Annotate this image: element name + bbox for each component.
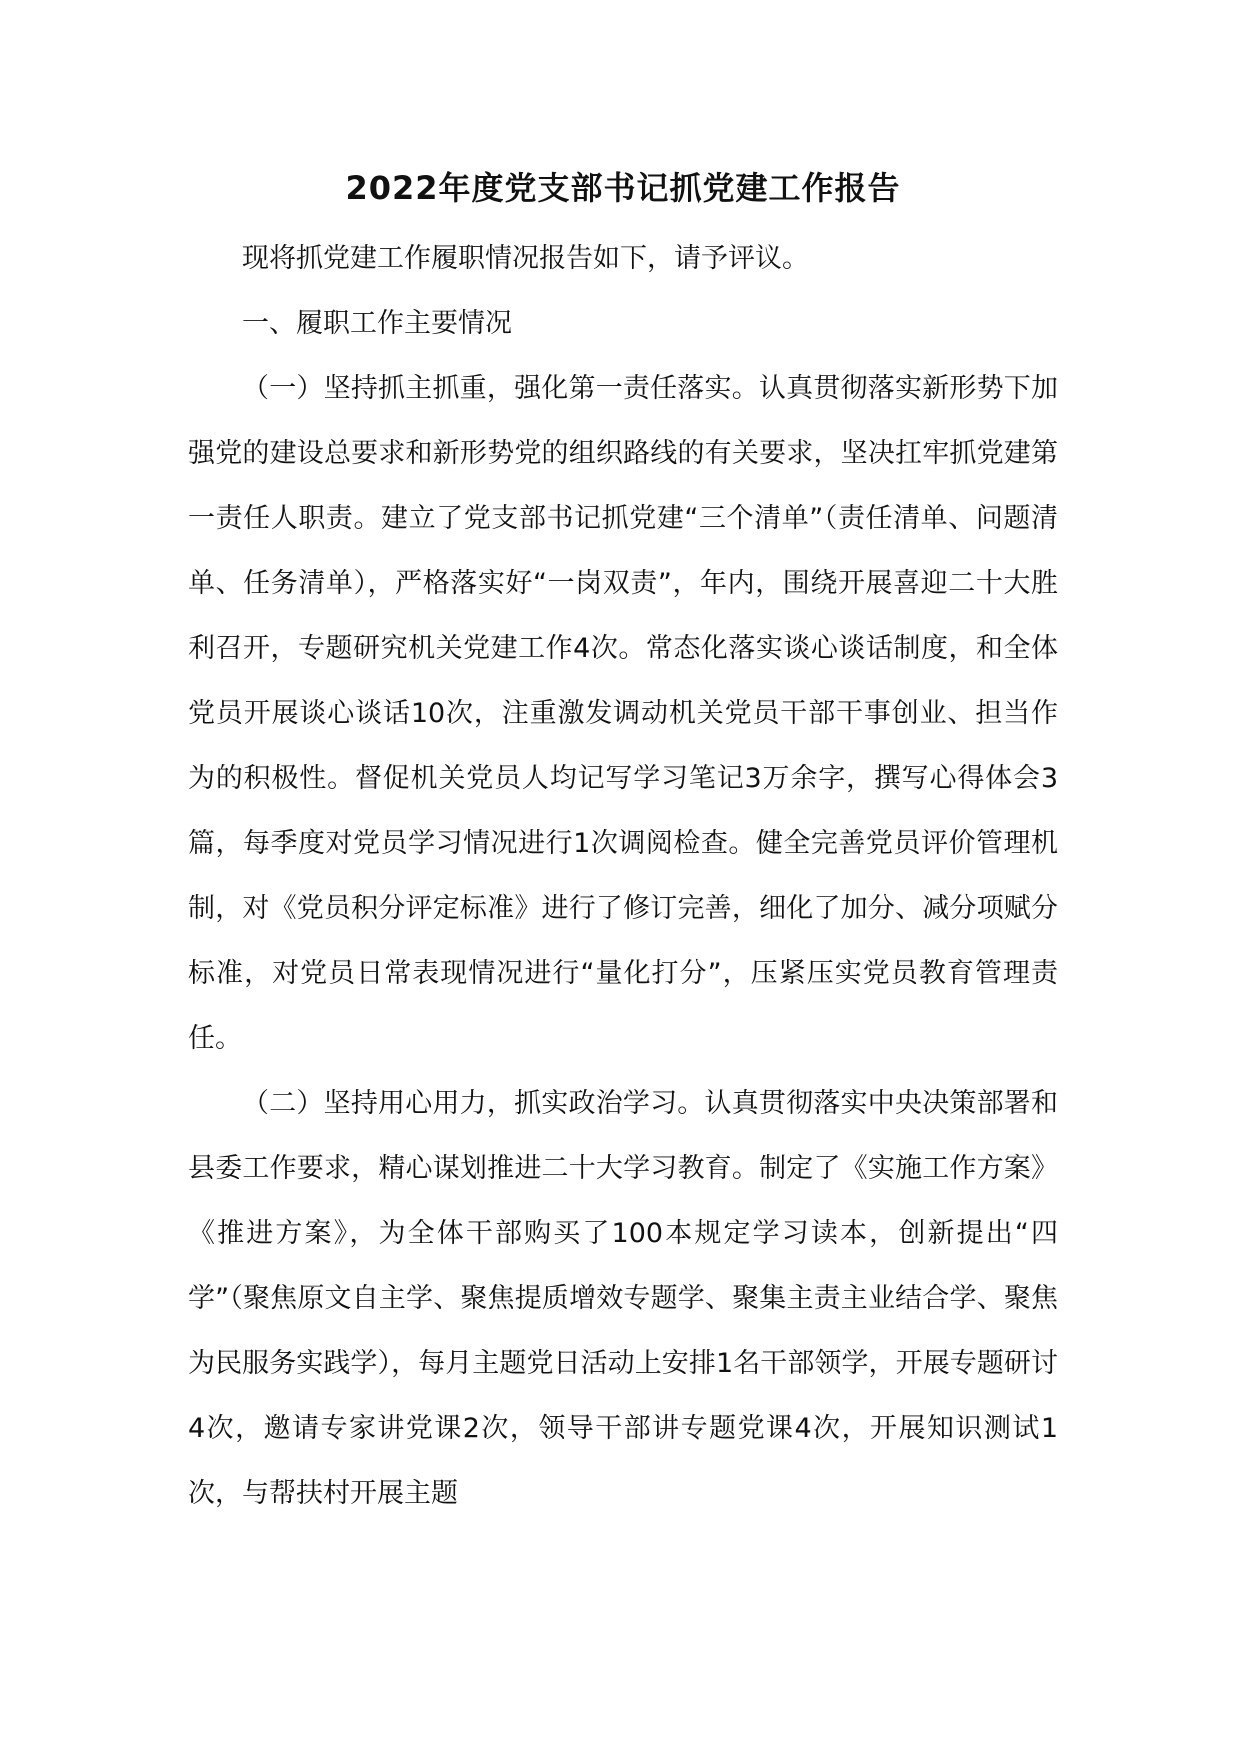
document-page [188, 168, 1058, 1526]
document-title: 2022年度党支部书记抓党建工作报告 [345, 169, 901, 207]
paragraph-item-2: （二）坚持用心用力，抓实政治学习。认真贯彻落实中央决策部署和县委工作要求，精心谋划推进二十大学习教育。制定了《实施工作方案》《推进方案》，为全体干部购买了100本规定学习读本，创新提出“四学”（聚焦原文自主学、聚焦提质增效专题学、聚集主责主业结合学、聚焦为民服务实践学），每月主题党日活动上安排1名干部领学，开展专题研讨4次，邀请专家讲党课2次，领导干部讲专题党课4次，开展知识测试1次，与帮扶村开展主题 [188, 1088, 1058, 1509]
section-heading-1: 一、履职工作主要情况 [242, 308, 512, 339]
paragraph-item-1: （一）坚持抓主抓重，强化第一责任落实。认真贯彻落实新形势下加强党的建设总要求和新形势党的组织路线的有关要求，坚决扛牢抓党建第一责任人职责。建立了党支部书记抓党建“三个清单”（责任清单、问题清单、任务清单），严格落实好“一岗双责”，年内，围绕开展喜迎二十大胜利召开，专题研究机关党建工作4次。常态化落实谈心谈话制度，和全体党员开展谈心谈话10次，注重激发调动机关党员干部干事创业、担当作为的积极性。督促机关党员人均记写学习笔记3万余字，撰写心得体会3篇，每季度对党员学习情况进行1次调阅检查。健全完善党员评价管理机制，对《党员积分评定标准》进行了修订完善，细化了加分、减分项赋分标准，对党员日常表现情况进行“量化打分”，压紧压实党员教育管理责任。 [188, 373, 1058, 1054]
paragraph-intro: 现将抓党建工作履职情况报告如下，请予评议。 [242, 243, 809, 274]
